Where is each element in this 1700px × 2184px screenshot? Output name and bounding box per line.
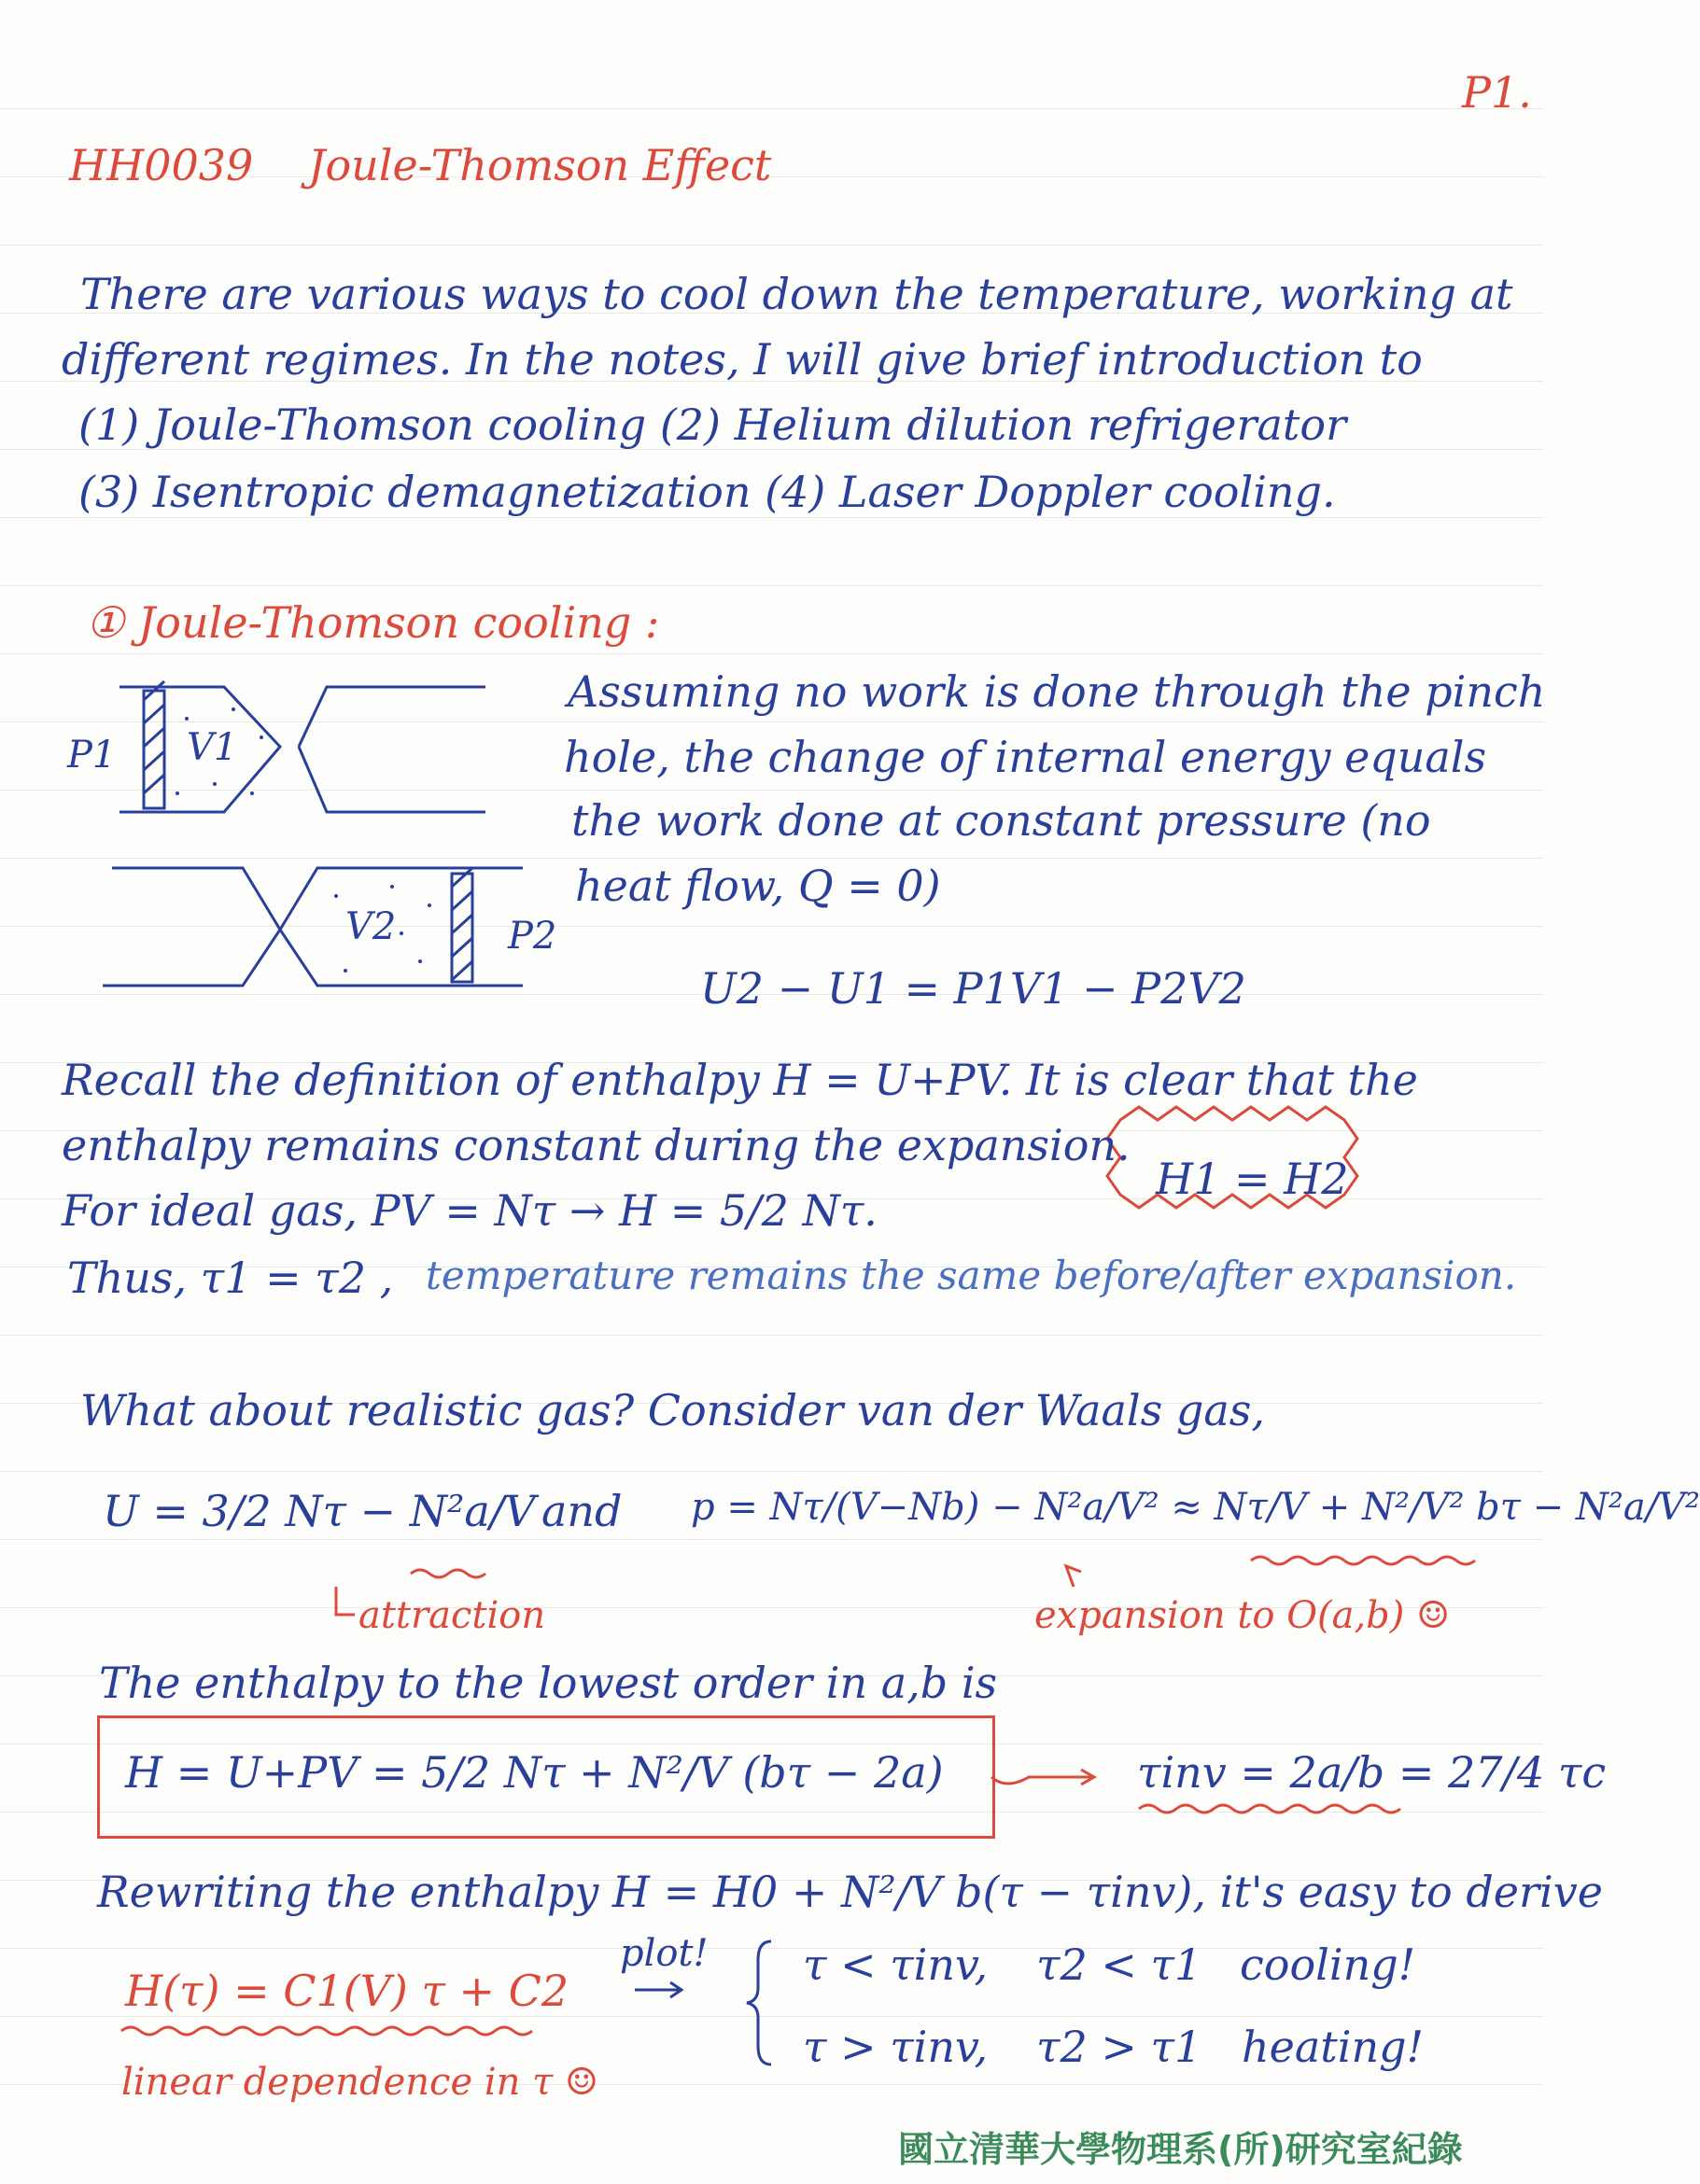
inversion-temperature: τinv = 2a/b = 27/4 τc <box>1137 1747 1607 1798</box>
note-code: HH0039 <box>69 140 254 190</box>
enthalpy-line: Recall the definition of enthalpy H = U+PV. It is clear that the <box>62 1055 1418 1105</box>
box-arrow <box>991 1770 1094 1785</box>
tau-inv-underline <box>1139 1805 1400 1813</box>
assumption-line: Assuming no work is done through the pinch <box>568 666 1546 717</box>
expansion-arrow <box>1066 1566 1081 1587</box>
energy-equation: U2 − U1 = P1V1 − P2V2 <box>700 963 1246 1014</box>
enthalpy-line: enthalpy remains constant during the expansion. <box>62 1120 1131 1170</box>
thus-conclusion: temperature remains the same before/after expansion. <box>426 1253 1517 1298</box>
thus-line: Thus, τ1 = τ2 , <box>67 1253 394 1303</box>
case-cooling-result: cooling! <box>1240 1939 1416 1990</box>
case-heating-relation: τ2 > τ1 <box>1036 2022 1202 2072</box>
attraction-arrow <box>336 1587 355 1615</box>
chamber-2-inlet <box>103 868 280 986</box>
intro-line: different regimes. In the notes, I will give brief introduction to <box>62 334 1423 385</box>
expansion-underline <box>1251 1557 1475 1564</box>
case-heating-result: heating! <box>1242 2022 1425 2072</box>
rewrite-line: Rewriting the enthalpy H = H0 + N²/V b(τ − τinv), it's easy to derive <box>97 1867 1603 1917</box>
assumption-line: hole, the change of internal energy equals <box>564 732 1487 782</box>
boxed-enthalpy: H = U+PV = 5/2 Nτ + N²/V (bτ − 2a) <box>125 1747 944 1798</box>
intro-line: There are various ways to cool down the temperature, working at <box>80 269 1513 319</box>
vdw-energy: U = 3/2 Nτ − N²a/V <box>103 1486 536 1536</box>
page-title: Joule-Thomson Effect <box>308 140 772 190</box>
h-tau-underline <box>121 2027 532 2035</box>
case-cooling-relation: τ2 < τ1 <box>1036 1939 1202 1990</box>
attraction-note: attraction <box>358 1594 546 1637</box>
label-v1: V1 <box>187 726 238 769</box>
plot-arrow <box>635 1982 681 1997</box>
intro-line: (1) Joule-Thomson cooling (2) Helium dilution refrigerator <box>78 399 1347 450</box>
label-v2: V2 <box>345 905 397 948</box>
enthalpy-badge: H1 = H2 <box>1156 1154 1349 1204</box>
chamber-2-outline <box>280 868 523 986</box>
attraction-underline <box>411 1570 485 1577</box>
section-heading: ① Joule-Thomson cooling : <box>86 597 660 648</box>
h-tau-equation: H(τ) = C1(V) τ + C2 <box>125 1966 569 2016</box>
linear-dependence-note: linear dependence in τ ☺ <box>121 2061 598 2104</box>
chamber-1-outlet <box>299 687 485 812</box>
lowest-order-intro: The enthalpy to the lowest order in a,b is <box>99 1658 998 1708</box>
case-cooling-condition: τ < τinv, <box>803 1939 989 1990</box>
assumption-line: the work done at constant pressure (no <box>571 795 1431 846</box>
case-heating-condition: τ > τinv, <box>803 2022 989 2072</box>
vdw-and: and <box>541 1486 623 1536</box>
case-brace <box>747 1941 771 2065</box>
page-number: P1. <box>1462 67 1532 118</box>
plot-label: plot! <box>620 1932 709 1975</box>
assumption-line: heat flow, Q = 0) <box>575 861 941 911</box>
intro-line: (3) Isentropic demagnetization (4) Laser Doppler cooling. <box>78 467 1336 517</box>
vdw-question: What about realistic gas? Consider van der Waals gas, <box>80 1385 1265 1435</box>
footer-notebook-label: 國立清華大學物理系(所)研究室紀錄 <box>898 2129 1463 2170</box>
label-p1: P1 <box>67 734 117 777</box>
ideal-gas-line: For ideal gas, PV = Nτ → H = 5/2 Nτ. <box>62 1185 878 1236</box>
expansion-note: expansion to O(a,b) ☺ <box>1034 1594 1450 1637</box>
label-p2: P2 <box>508 915 557 958</box>
vdw-pressure: p = Nτ/(V−Nb) − N²a/V² ≈ Nτ/V + N²/V² bτ − N²a/V² <box>691 1486 1700 1529</box>
